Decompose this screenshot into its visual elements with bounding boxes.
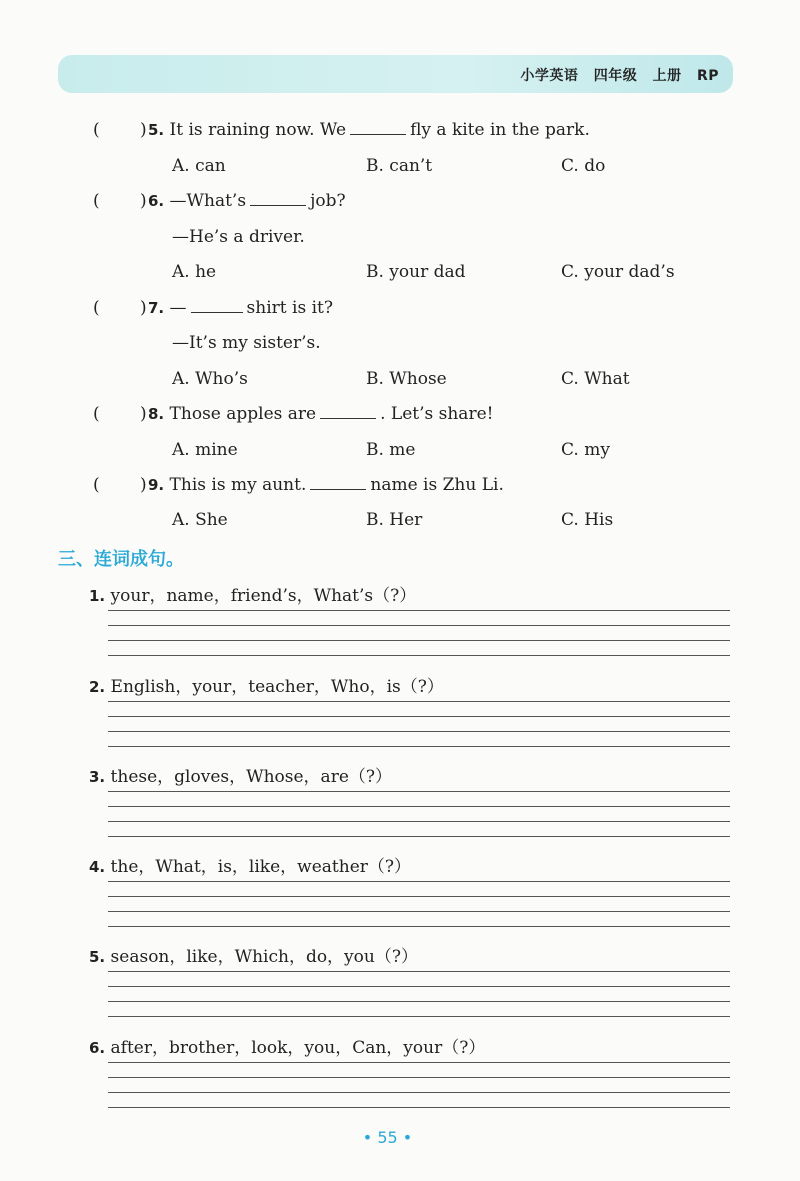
sentence-item-6 (89, 1033, 485, 1058)
dialogue-reply: —It’s my sister’s. (172, 333, 321, 353)
question-number: 7. (148, 299, 165, 317)
option-a: A. he (172, 262, 217, 282)
option-c: C. do (561, 156, 606, 176)
option-b: B. Her (366, 510, 423, 530)
question-prefix: — (169, 298, 187, 318)
header-band (58, 55, 733, 93)
question-text (148, 298, 333, 318)
question-prefix: It is raining now. We (169, 120, 347, 140)
volume-label: 上册 (652, 68, 682, 84)
section-title: 三、连词成句。 (58, 549, 184, 570)
answer-blank (250, 204, 306, 206)
answer-blank (310, 488, 366, 490)
option-b: B. me (366, 440, 416, 460)
option-c: C. your dad’s (561, 262, 675, 282)
option-c: C. my (561, 440, 610, 460)
answer-paren-close: ) (140, 404, 147, 424)
writing-lines[interactable] (108, 610, 730, 656)
option-b: B. Whose (366, 369, 447, 389)
question-suffix: shirt is it? (246, 298, 333, 318)
item-words: after，brother，look，you，Can，your（?） (110, 1038, 486, 1058)
writing-lines[interactable] (108, 701, 730, 747)
answer-paren-open: ( (93, 120, 100, 140)
option-a: A. mine (172, 440, 238, 460)
answer-paren-open: ( (93, 475, 100, 495)
item-words: season，like，Which，do，you（?） (110, 947, 418, 967)
sentence-item-3 (89, 762, 392, 787)
question-5 (0, 120, 800, 144)
question-text (148, 191, 346, 211)
item-words: the，What，is，like，weather（?） (110, 857, 412, 877)
question-prefix: Those apples are (169, 404, 317, 424)
book-info (510, 65, 719, 85)
item-number: 6. (89, 1039, 106, 1057)
question-prefix: —What’s (169, 191, 247, 211)
dialogue-reply: —He’s a driver. (172, 227, 305, 247)
answer-paren-open: ( (93, 298, 100, 318)
writing-lines[interactable] (108, 881, 730, 927)
sentence-item-2 (89, 672, 444, 697)
option-a: A. Who’s (172, 369, 248, 389)
question-7 (0, 298, 800, 322)
answer-blank (191, 311, 243, 313)
answer-blank (320, 417, 376, 419)
answer-paren-open: ( (93, 191, 100, 211)
page-number: • 55 • (362, 1128, 413, 1147)
edition-label: RP (696, 68, 719, 84)
item-number: 5. (89, 948, 106, 966)
item-number: 4. (89, 858, 106, 876)
answer-paren-close: ) (140, 298, 147, 318)
writing-lines[interactable] (108, 971, 730, 1017)
option-a: A. can (172, 156, 226, 176)
writing-lines[interactable] (108, 1062, 730, 1108)
sentence-item-5 (89, 942, 418, 967)
item-number: 2. (89, 678, 106, 696)
grade-label: 四年级 (593, 68, 638, 84)
question-number: 5. (148, 121, 165, 139)
item-number: 3. (89, 768, 106, 786)
option-c: C. His (561, 510, 614, 530)
question-text (148, 120, 590, 140)
option-b: B. can’t (366, 156, 433, 176)
sentence-item-1 (89, 581, 416, 606)
question-text (148, 475, 504, 495)
option-c: C. What (561, 369, 630, 389)
answer-blank (350, 133, 406, 135)
question-suffix: job? (310, 191, 346, 211)
question-number: 8. (148, 405, 165, 423)
question-number: 9. (148, 476, 165, 494)
question-suffix: fly a kite in the park. (410, 120, 590, 140)
item-words: your，name，friend’s，What’s（?） (110, 586, 417, 606)
question-suffix: name is Zhu Li. (370, 475, 504, 495)
question-text (148, 404, 493, 424)
answer-paren-close: ) (140, 475, 147, 495)
answer-paren-close: ) (140, 191, 147, 211)
item-number: 1. (89, 587, 106, 605)
sentence-item-4 (89, 852, 411, 877)
question-suffix: . Let’s share! (380, 404, 494, 424)
item-words: these，gloves，Whose，are（?） (110, 767, 392, 787)
question-prefix: This is my aunt. (169, 475, 307, 495)
question-8 (0, 404, 800, 428)
question-6 (0, 191, 800, 215)
option-a: A. She (172, 510, 228, 530)
option-b: B. your dad (366, 262, 466, 282)
answer-paren-open: ( (93, 404, 100, 424)
answer-paren-close: ) (140, 120, 147, 140)
question-9 (0, 475, 800, 499)
writing-lines[interactable] (108, 791, 730, 837)
item-words: English，your，teacher，Who，is（?） (110, 677, 444, 697)
question-number: 6. (148, 192, 165, 210)
subject-label: 小学英语 (520, 68, 579, 84)
